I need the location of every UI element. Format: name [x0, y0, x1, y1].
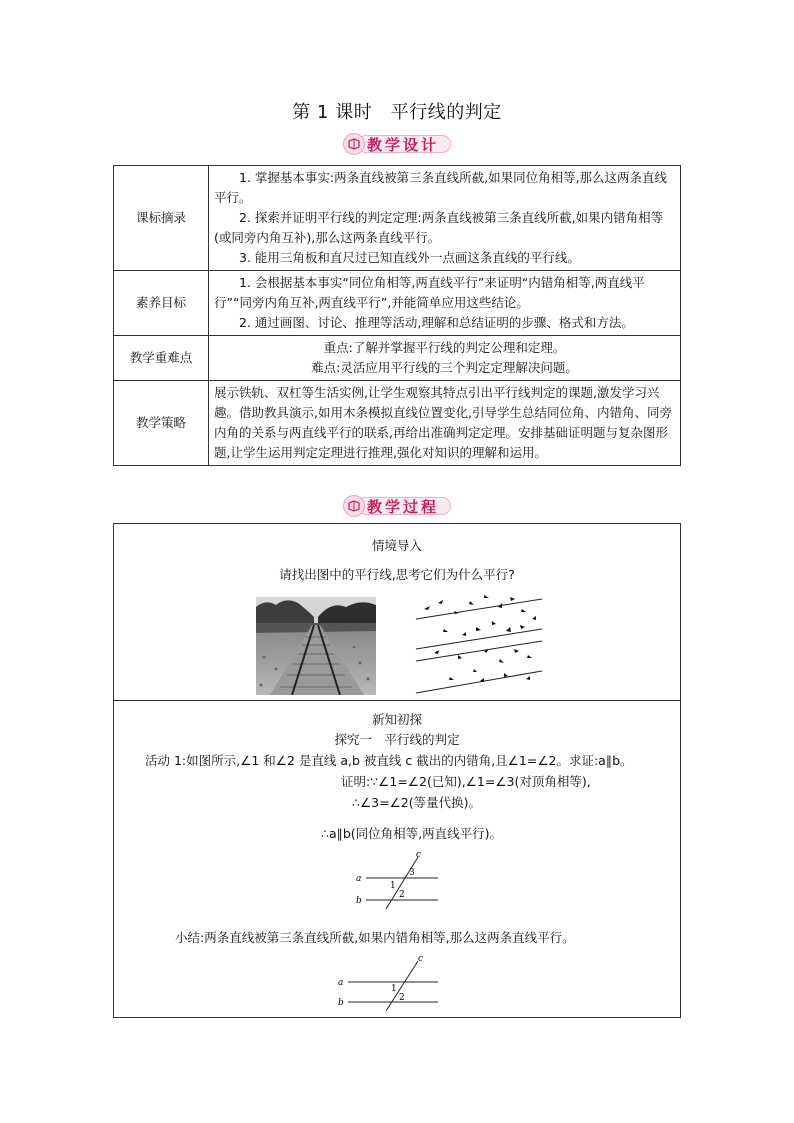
label-b: b — [356, 896, 362, 906]
content-line: 展示铁轨、双杠等生活实例,让学生观察其特点引出平行线判定的课题,激发学习兴趣。借助教具演示,如用木条模拟直线位置变化,引导学生总结同位角、内错角、同旁内角的关系与两直线平行的联系,再给出准确判定定理。安排基础证明题与复杂图形题,让学生运用判定定理进行推理,强化对知识的理解和运用。 — [214, 385, 672, 460]
process-box — [113, 523, 681, 1018]
angle-2-label: 2 — [399, 993, 405, 1003]
page-title: 第 1 课时 平行线的判定 — [292, 102, 502, 123]
content-line: 重点:了解并掌握平行线的判定公理和定理。 — [323, 340, 566, 355]
table-row — [114, 381, 681, 466]
summary-text: 小结:两条直线被第三条直线所截,如果内错角相等,那么这两条直线平行。 — [175, 930, 575, 945]
label-c: c — [418, 954, 424, 964]
parallel-lines-figure-1 — [352, 849, 442, 911]
railway-track-image — [256, 597, 376, 695]
section-title: 教学设计 — [367, 136, 440, 154]
angle-1-label: 1 — [390, 881, 396, 891]
section-divider — [114, 700, 680, 701]
row-content — [209, 381, 681, 466]
content-line: 1. 掌握基本事实:两条直线被第三条直线所截,如果同位角相等,那么这两条直线平行。 — [214, 170, 668, 205]
intro-heading: 情境导入 — [371, 538, 422, 553]
label-a: a — [338, 978, 344, 988]
angle-2-label: 2 — [399, 890, 405, 900]
new-knowledge-heading: 新知初探 — [371, 712, 422, 727]
angle-1-label: 1 — [391, 984, 397, 994]
angle-3-label: 3 — [409, 868, 415, 878]
section-badge-icon — [343, 133, 365, 155]
label-b: b — [338, 998, 344, 1008]
parallel-lines-figure-2 — [336, 953, 441, 1011]
section-header-design — [343, 133, 451, 155]
label-c: c — [416, 850, 422, 860]
proof-line: 证明:∵∠1=∠2(已知),∠1=∠3(对顶角相等), — [341, 774, 591, 789]
content-line: 难点:灵活应用平行线的三个判定定理解决问题。 — [311, 360, 578, 375]
section-title: 教学过程 — [367, 498, 440, 516]
design-table — [113, 165, 681, 466]
content-line: 3. 能用三角板和直尺过已知直线外一点画这条直线的平行线。 — [239, 250, 580, 265]
row-header: 教学策略 — [114, 381, 209, 466]
content-line: 2. 通过画图、讨论、推理等活动,理解和总结证明的步骤、格式和方法。 — [239, 315, 634, 330]
label-a: a — [356, 874, 362, 884]
row-content — [209, 166, 681, 271]
table-row — [114, 166, 681, 271]
content-line: 1. 会根据基本事实“同位角相等,两直线平行”来证明“内错角相等,两直线平行”“同旁内角互补,两直线平行”,并能简单应用这些结论。 — [214, 275, 645, 310]
section-badge-icon — [343, 495, 365, 517]
content-line: 2. 探索并证明平行线的判定定理:两条直线被第三条直线所截,如果内错角相等(或同旁内角互补),那么这两条直线平行。 — [214, 210, 664, 245]
table-row — [114, 336, 681, 381]
activity-text: 活动 1:如图所示,∠1 和∠2 是直线 a,b 被直线 c 截出的内错角,且∠1=∠2。求证:a∥b。 — [145, 753, 633, 768]
row-header: 素养目标 — [114, 271, 209, 336]
section-header-process — [343, 495, 451, 517]
row-header: 课标摘录 — [114, 166, 209, 271]
row-content — [209, 336, 681, 381]
row-header: 教学重难点 — [114, 336, 209, 381]
intro-question: 请找出图中的平行线,思考它们为什么平行? — [279, 567, 515, 582]
proof-line: ∴∠3=∠2(等量代换)。 — [352, 795, 481, 810]
table-row — [114, 271, 681, 336]
proof-conclusion: ∴a∥b(同位角相等,两直线平行)。 — [321, 826, 503, 841]
explore-title: 探究一 平行线的判定 — [334, 732, 460, 747]
row-content — [209, 271, 681, 336]
birds-on-wires-image — [414, 589, 544, 695]
